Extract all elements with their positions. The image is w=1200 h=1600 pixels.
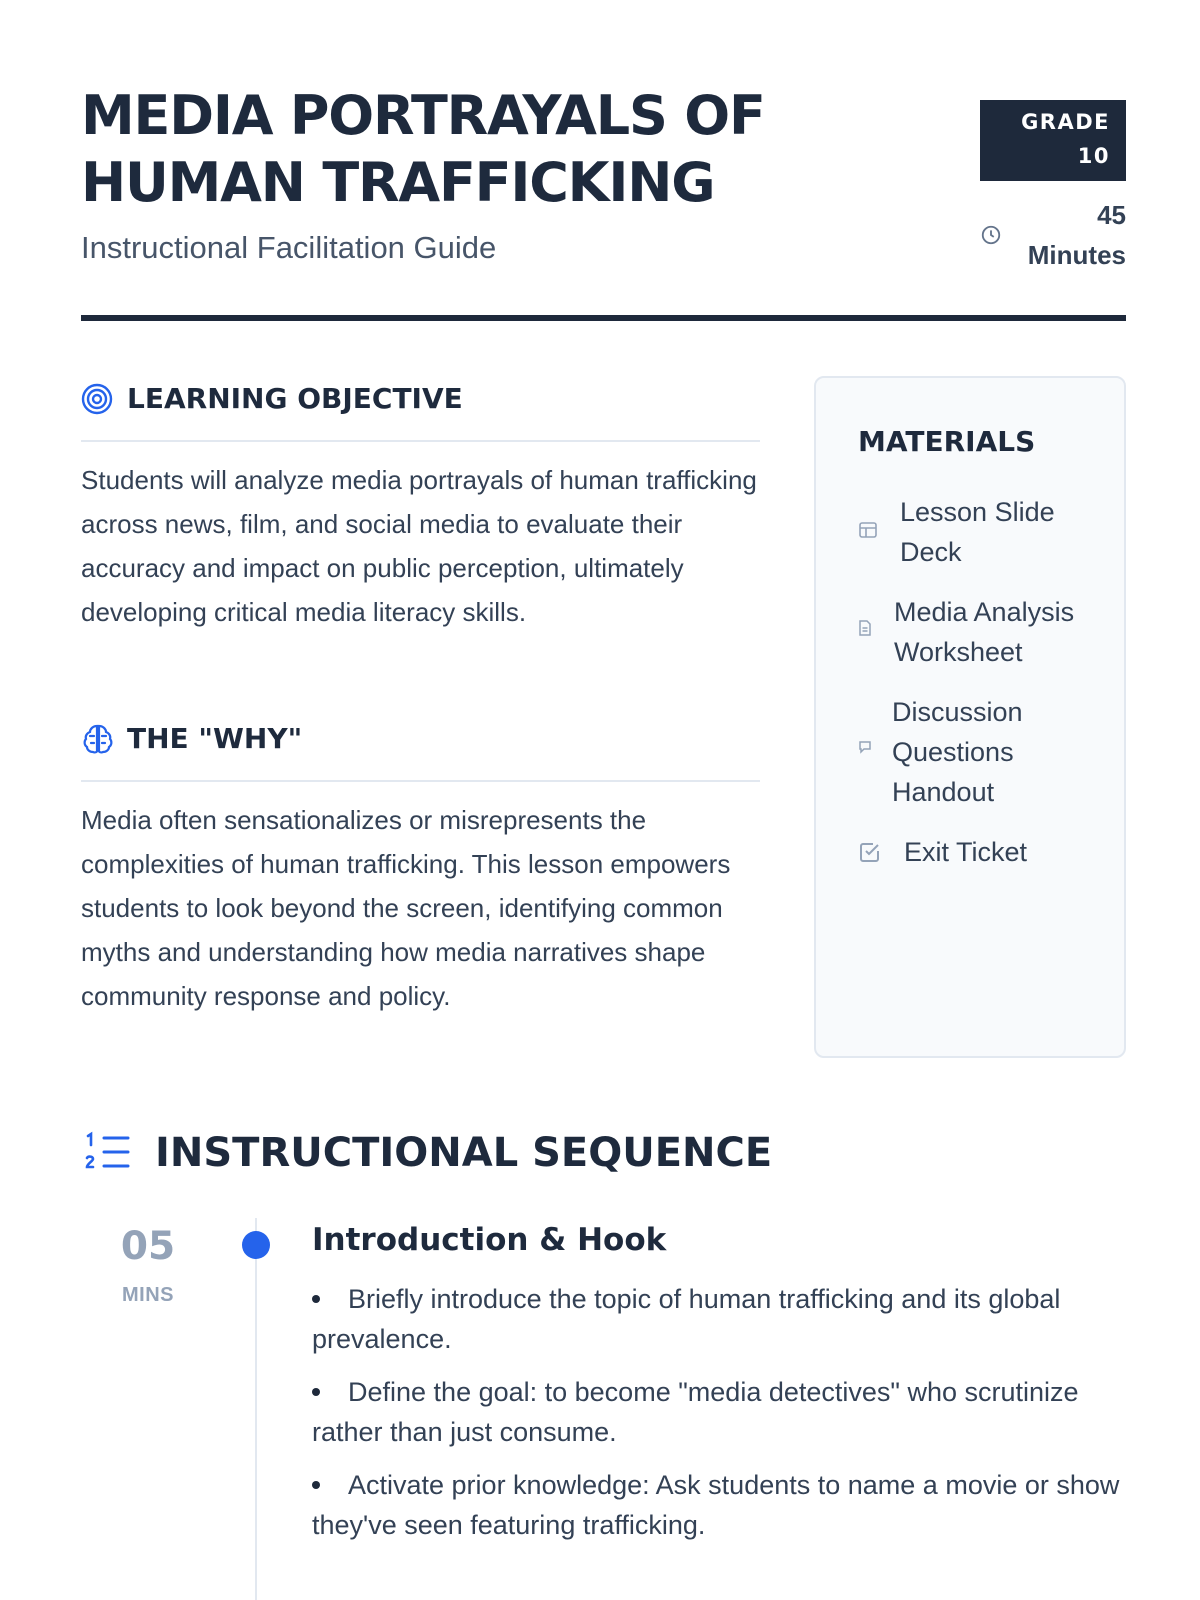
duration xyxy=(926,195,1126,275)
document-icon xyxy=(858,620,872,636)
step-bullet-list xyxy=(312,1279,1122,1558)
why-heading xyxy=(81,722,760,782)
timeline-dot xyxy=(242,1231,270,1259)
step-bullet-text: Define the goal: to become "media detectives" who scrutinize rather than just consume. xyxy=(312,1377,1079,1447)
grade-badge xyxy=(980,100,1126,181)
timeline-line xyxy=(255,1218,257,1600)
duration-value: 45 xyxy=(1097,200,1126,230)
objective-heading xyxy=(81,382,760,442)
why-text: Media often sensationalizes or misrepresents the complexities of human trafficking. This lesson empowers students to look beyond the screen, identifying common myths and understanding how media narratives shape community response and policy. xyxy=(81,805,731,1011)
slides-icon xyxy=(858,520,878,540)
list-item xyxy=(312,1465,1122,1545)
grade-value: 10 xyxy=(1077,144,1110,168)
materials-card xyxy=(814,376,1126,1058)
bullet-icon xyxy=(312,1295,320,1303)
objective-text: Students will analyze media portrayals of human trafficking across news, film, and social media to evaluate their accuracy and impact on public perception, ultimately developing critical media literacy skills. xyxy=(81,465,757,627)
step-bullet-text: Activate prior knowledge: Ask students to name a movie or show they've seen featuring trafficking. xyxy=(312,1470,1120,1540)
page-subtitle: Instructional Facilitation Guide xyxy=(81,230,497,265)
chat-bubble-icon xyxy=(858,740,872,754)
material-label: Discussion Questions Handout xyxy=(892,697,1023,807)
step-bullet-text: Briefly introduce the topic of human trafficking and its global prevalence. xyxy=(312,1284,1061,1354)
step-minutes-label: MINS xyxy=(122,1284,174,1306)
list-item xyxy=(312,1279,1122,1359)
objective-heading-label: LEARNING OBJECTIVE xyxy=(127,382,463,415)
bullet-icon xyxy=(312,1388,320,1396)
brain-icon xyxy=(81,722,115,756)
header-divider xyxy=(81,315,1126,321)
page-title: MEDIA PORTRAYALS OF HUMAN TRAFFICKING xyxy=(81,84,765,214)
step-title: Introduction & Hook xyxy=(312,1222,667,1258)
materials-title: MATERIALS xyxy=(858,425,1036,458)
bullet-icon xyxy=(312,1481,320,1489)
why-heading-label: THE "WHY" xyxy=(127,722,303,755)
material-label: Media Analysis Worksheet xyxy=(894,597,1075,667)
material-label: Lesson Slide Deck xyxy=(900,497,1055,567)
material-label: Exit Ticket xyxy=(904,837,1028,867)
sequence-heading: INSTRUCTIONAL SEQUENCE xyxy=(155,1130,773,1176)
target-icon xyxy=(81,382,115,416)
duration-unit: Minutes xyxy=(1027,240,1126,270)
numbered-list-icon xyxy=(84,1130,132,1176)
list-item xyxy=(312,1372,1122,1452)
step-minutes: 05 xyxy=(120,1224,176,1269)
checkbox-icon xyxy=(858,840,882,864)
grade-label: GRADE xyxy=(1021,110,1110,134)
